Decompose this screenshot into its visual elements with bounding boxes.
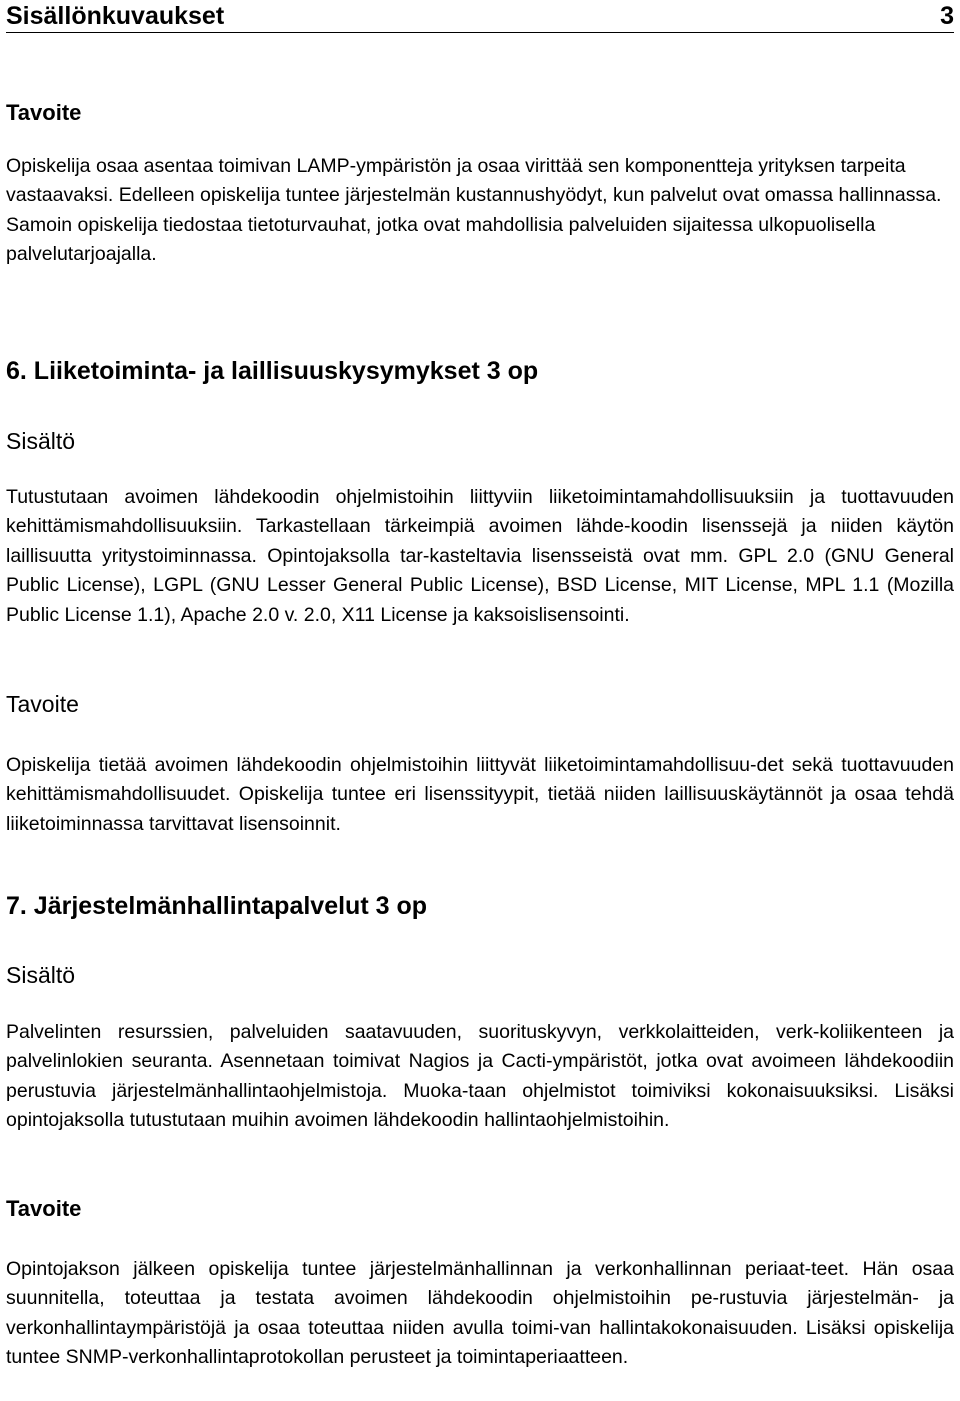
- page-number: 3: [940, 2, 954, 30]
- section-7-content-heading: Sisältö: [6, 962, 76, 988]
- section-7-title: 7. Järjestelmänhallintapalvelut 3 op: [6, 892, 427, 920]
- intro-goal-text: Opiskelija osaa asentaa toimivan LAMP-ympäristön ja osaa virittää sen komponentteja yrityksen tarpeita vastaavaksi. Edelleen opiskelija tuntee järjestelmän kustannushyödyt, kun palvelut ovat omassa hallinnassa. Samoin opiskelija tiedostaa tietoturvauhat, jotka ovat mahdollisia palveluiden sijaitessa ulkopuolisella palvelutarjoajalla.: [6, 155, 942, 266]
- section-7-goal-text: Opintojakson jälkeen opiskelija tuntee järjestelmänhallinnan ja verkonhallinnan periaat-teet. Hän osaa suunnitella, toteuttaa ja testata avoimen lähdekoodin ohjelmistoihin pe-rustuvia järjestelmän- ja verkonhallintaympäristöjä ja osaa toteuttaa niiden avulla toimi-van hallintakokonaisuuden. Lisäksi opiskelija tuntee SNMP-verkonhallintaprotokollan perusteet ja toimintaperiaatteen.: [6, 1258, 954, 1369]
- section-6-title: 6. Liiketoiminta- ja laillisuuskysymykset 3 op: [6, 357, 539, 385]
- intro-goal-heading: Tavoite: [6, 100, 82, 125]
- section-6-content-heading: Sisältö: [6, 428, 76, 454]
- header-title: Sisällönkuvaukset: [6, 2, 225, 30]
- section-7-goal-heading: Tavoite: [6, 1196, 82, 1221]
- section-7-content-text: Palvelinten resurssien, palveluiden saatavuuden, suorituskyvyn, verkkolaitteiden, verk-koliikenteen ja palvelinlokien seuranta. Asennetaan toimivat Nagios ja Cacti-ympäristöt, jotka ovat avoimeen lähdekoodiin perustuvia järjestelmänhallintaohjelmistoja. Muoka-taan ohjelmistot toimiviksi kokonaisuuksiksi. Lisäksi opintojaksolla tutustutaan muihin avoimen lähdekoodin hallintaohjelmistoihin.: [6, 1021, 954, 1132]
- section-6-goal-text: Opiskelija tietää avoimen lähdekoodin ohjelmistoihin liittyvät liiketoimintamahdollisuu-det sekä tuottavuuden kehittämismahdollisuudet. Opiskelija tuntee eri lisenssityypit, tietää niiden laillisuuskäytännöt ja osaa tehdä liiketoiminnassa tarvittavat lisensoinnit.: [6, 754, 954, 835]
- document-page: [6, 0, 954, 1369]
- section-6-content-text: Tutustutaan avoimen lähdekoodin ohjelmistoihin liittyviin liiketoimintamahdollisuuksiin ja tuottavuuden kehittämismahdollisuuksiin. Tarkastellaan tärkeimpiä avoimen lähde-koodin lisenssejä ja niiden käytön laillisuutta yritystoiminnassa. Opintojaksolla tar-kasteltavia lisensseistä ovat mm. GPL 2.0 (GNU General Public License), LGPL (GNU Lesser General Public License), BSD License, MIT License, MPL 1.1 (Mozilla Public License 1.1), Apache 2.0 v. 2.0, X11 License ja kaksoislisensointi.: [6, 486, 954, 626]
- section-6-goal-heading: Tavoite: [6, 691, 79, 717]
- page-header: [6, 0, 954, 33]
